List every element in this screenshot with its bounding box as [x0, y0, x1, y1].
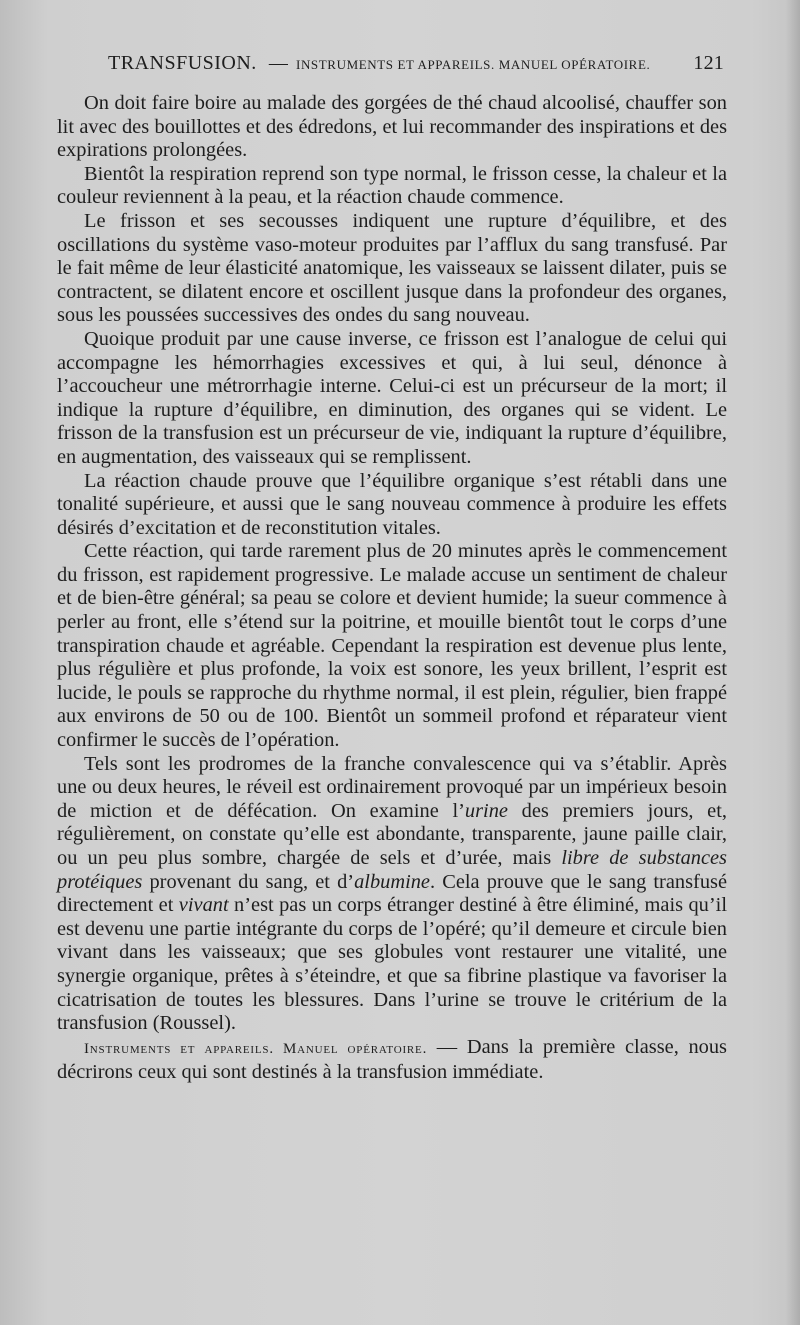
urine-text-5: n’est pas un corps étranger destiné à être éliminé, mais qu’il est devenu une partie intégrante du corps de l’opéré; qu’il demeure et circule bien vivant dans les vaisseaux; que ses globules vont restaurer une vitalité, une synergie organique, prêtes à s’éteindre, et que sa fibrine plastique va favoriser la cicatrisation de toutes les blessures. Dans l’urine se trouve le critérium de la transfusion (Roussel). [57, 894, 727, 1035]
header-dash: — [268, 53, 289, 74]
italic-albumine: albumine [354, 870, 430, 893]
paragraph-instruments [57, 1036, 727, 1085]
italic-vivant: vivant [178, 894, 229, 917]
urine-text-2: des premiers jours, et, régulièrement, on constate qu’elle est abondante, transparente, jaune paille clair, ou un peu plus sombre, chargée de sels et d’urée, mais [57, 799, 727, 869]
body-text [57, 92, 727, 1085]
section-title: INSTRUMENTS ET APPAREILS. MANUEL OPÉRATOIRE. [296, 57, 651, 72]
page-number: 121 [693, 52, 724, 74]
paragraph-urine [57, 753, 727, 1036]
instruments-text: — Dans la première classe, nous décrirons ceux qui sont destinés à la transfusion immédiate. [57, 1035, 727, 1084]
paragraph-3: Le frisson et ses secousses indiquent une rupture d’équilibre, et des oscillations du système vaso-moteur produites par l’afflux du sang transfusé. Par le fait même de leur élasticité anatomique, les vaisseaux se laissent dilater, puis se contractent, se dilatent encore et oscillent jusque dans la profondeur des organes, sous les poussées successives des ondes du sang nouveau. [57, 209, 727, 327]
urine-text-3: provenant du sang, et d’ [142, 870, 355, 893]
page-edge-shadow [786, 0, 800, 1325]
urine-text-1: Tels sont les prodromes de la franche convalescence qui va s’établir. Après une ou deux heures, le réveil est ordinairement provoqué par un impérieux besoin de miction et de défécation. On examine l’ [57, 752, 727, 822]
paragraph-1: On doit faire boire au malade des gorgées de thé chaud alcoolisé, chauffer son lit avec des bouillottes et des édredons, et lui recommander des inspirations et des expirations prolongées. [57, 92, 727, 162]
italic-substances: libre de substances protéiques [57, 847, 727, 893]
paragraph-5: La réaction chaude prouve que l’équilibre organique s’est rétabli dans une tonalité supérieure, et aussi que le sang nouveau commence à produire les effets désirés d’excitation et de reconstitution vitales. [57, 469, 727, 539]
italic-urine: urine [464, 799, 508, 822]
urine-text-4: . Cela prouve que le sang transfusé directement et [57, 870, 728, 917]
paragraph-2: Bientôt la respiration reprend son type normal, le frisson cesse, la chaleur et la couleur reviennent à la peau, et la réaction chaude commence. [57, 162, 727, 209]
instruments-heading: Instruments et appareils. Manuel opératoire. [84, 1040, 428, 1057]
running-title: TRANSFUSION. [108, 52, 257, 74]
paragraph-6: Cette réaction, qui tarde rarement plus de 20 minutes après le commencement du frisson, est rapidement progressive. Le malade accuse un sentiment de chaleur et de bien-être général; sa peau se colore et devient humide; la sueur commence à perler au front, elle s’étend sur la poitrine, et mouille bientôt tout le corps d’une transpiration chaude et agréable. Cependant la respiration est devenue plus lente, plus régulière et plus profonde, la voix est sonore, les yeux brillent, l’esprit est lucide, le pouls se rapproche du rhythme normal, il est plein, régulier, bien frappé aux environs de 50 ou de 100. Bientôt un sommeil profond et réparateur vient confirmer le succès de l’opération. [57, 540, 727, 752]
running-header [108, 52, 724, 84]
paragraph-4: Quoique produit par une cause inverse, ce frisson est l’analogue de celui qui accompagne les hémorrhagies excessives et qui, à lui seul, dénonce à l’accoucheur une métrorrhagie interne. Celui-ci est un précurseur de la mort; il indique la rupture d’équilibre, en diminution, des organes qui se vident. Le frisson de la transfusion est un précurseur de vie, indiquant la rupture d’équilibre, en augmentation, des vaisseaux qui se remplissent. [57, 327, 727, 468]
